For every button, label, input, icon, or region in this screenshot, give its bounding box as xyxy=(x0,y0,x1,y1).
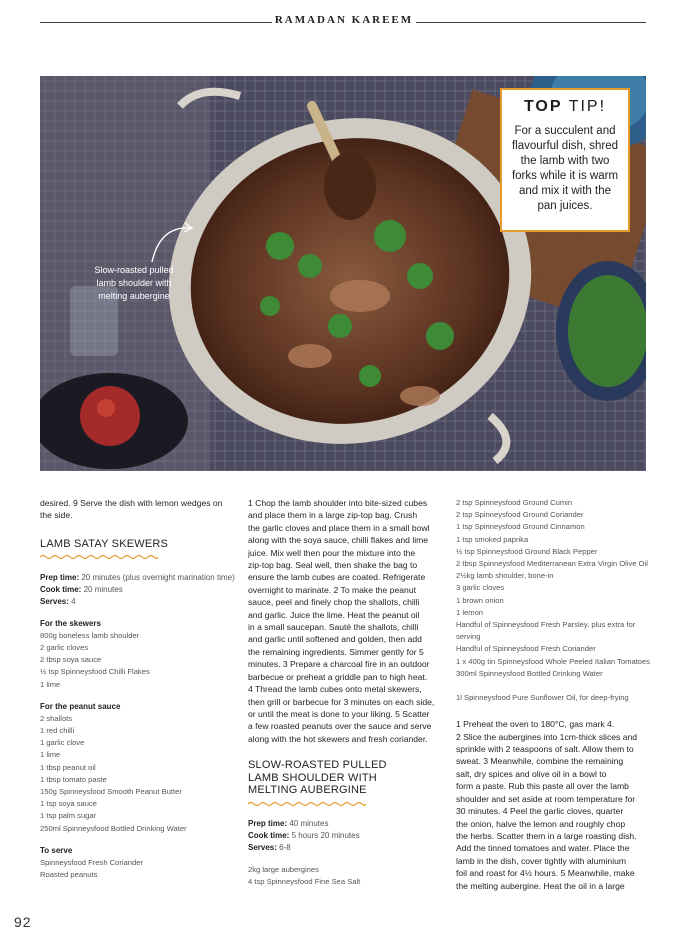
ingredient-item: 1 red chilli xyxy=(40,725,75,735)
title-line: MELTING AUBERGINE xyxy=(248,784,367,797)
text-line: overnight to marinate. 2 To make the peanut xyxy=(248,584,417,595)
text-line: desired. 9 Serve the dish with lemon wedges on xyxy=(40,498,223,508)
ingredient-item: 1 lemon xyxy=(456,607,484,617)
ingredient-item: 1 x 400g tin Spinneysfood Whole Peeled Italian Tomatoes xyxy=(456,656,651,666)
skewers-ingredients xyxy=(40,630,235,691)
ingredient-item: 1 brown onion xyxy=(456,595,504,605)
header-rule-right xyxy=(416,22,646,23)
meta-value: 20 minutes xyxy=(81,584,123,594)
ingredient-item: 2 tsp Spinneysfood Ground Coriander xyxy=(456,510,584,520)
ingredient-item: 2 tbsp soya sauce xyxy=(40,655,102,665)
meta-value: 40 minutes xyxy=(287,819,329,829)
ingredient-item: Spinneysfood Fresh Coriander xyxy=(40,857,143,867)
lamb-ingredient-oil: 1l Spinneysfood Pure Sunflower Oil, for deep-frying xyxy=(456,693,629,703)
top-tip-line: flavourful dish, shred xyxy=(511,140,619,152)
recipe-title-satay: LAMB SATAY SKEWERS xyxy=(40,537,169,550)
wavy-divider xyxy=(40,554,158,560)
text-line: zip-top bag. Seal well, then shake the bag to xyxy=(248,560,418,571)
ingredient-item: 2kg large aubergines xyxy=(248,865,319,875)
meta-label: Prep time: xyxy=(248,819,288,829)
intro-text xyxy=(40,497,235,522)
title-line: SLOW-ROASTED PULLED xyxy=(248,759,387,772)
meta-row xyxy=(40,572,235,584)
text-line: form a paste. Rub this paste all over the lamb xyxy=(456,781,629,792)
sauce-ingredients xyxy=(40,713,235,835)
ingredient-item: 1 tsp Spinneysfood Ground Cinnamon xyxy=(456,522,585,532)
top-tip-box xyxy=(500,88,630,232)
ingredient-item: 1 tbsp tomato paste xyxy=(40,774,107,784)
meta-row xyxy=(248,842,444,854)
skewers-heading: For the skewers xyxy=(40,618,101,628)
text-line: sauce, peel and finely chop the shallots, chilli xyxy=(248,597,420,608)
caption-line: Slow-roasted pulled xyxy=(94,265,174,275)
text-line: 4 Thread the lamb cubes onto metal skewers, xyxy=(248,684,422,695)
ingredient-item: ½ tsp Spinneysfood Ground Black Pepper xyxy=(456,546,598,556)
text-line: barbecue or preheat a griddle pan to high heat. xyxy=(248,671,428,682)
text-line: and garlic. Juice the lime. Heat the peanut oil xyxy=(248,609,420,620)
ingredient-item: 300ml Spinneysfood Bottled Drinking Water xyxy=(456,668,603,678)
meta-value: 20 minutes (plus overnight marination time) xyxy=(79,572,235,582)
ingredient-item: 1 lime xyxy=(40,679,61,689)
meta-row xyxy=(40,596,235,608)
header-rule-left xyxy=(40,22,272,23)
meta-label: Cook time: xyxy=(40,584,82,594)
text-line: and garlic until softened and golden, then add xyxy=(248,634,422,645)
text-line: then grill or barbecue for 3 minutes on each side, xyxy=(248,696,435,707)
ingredient-item: 2½kg lamb shoulder, bone-in xyxy=(456,571,554,581)
ingredient-item: 2 garlic cloves xyxy=(40,642,89,652)
ingredient-item: Roasted peanuts xyxy=(40,869,98,879)
ingredient-item: 2 tbsp Spinneysfood Mediterranean Extra Virgin Olive Oil xyxy=(456,559,648,569)
ingredient-item: Handful of Spinneysfood Fresh Coriander xyxy=(456,644,596,654)
ingredient-item: 1 tsp palm sugar xyxy=(40,811,97,821)
text-line: salt, dry spices and olive oil in a bowl to xyxy=(456,768,607,779)
ingredient-item: 2 tsp Spinneysfood Ground Cumin xyxy=(456,498,573,507)
meta-row xyxy=(248,818,444,830)
recipe-title-lamb xyxy=(248,759,444,797)
text-line: the remaining ingredients. Simmer gently for 5 xyxy=(248,646,424,657)
text-line: along with the hot skewers and fresh coriander. xyxy=(248,733,428,744)
meta-label: Serves: xyxy=(248,843,277,853)
top-tip-title: TOP TIP! xyxy=(523,98,607,115)
text-line: the side. xyxy=(40,510,73,521)
text-line: ensure the lamb cubes are coated. Refrigerate xyxy=(248,572,426,583)
text-line: a few roasted peanuts over the sauce and serve xyxy=(248,721,432,732)
meta-value: 5 hours 20 minutes xyxy=(289,831,360,841)
lamb-method xyxy=(456,718,652,892)
text-line: and place them in a large zip-top bag. Crush xyxy=(248,510,418,521)
meta-value: 6-8 xyxy=(276,843,291,853)
text-line: the onion, halve the lemon and roughly chop xyxy=(456,818,626,829)
lamb-ingredients-cont xyxy=(456,497,652,680)
ingredient-item: 150g Spinneysfood Smooth Peanut Butter xyxy=(40,786,182,796)
ingredient-item: 1 lime xyxy=(40,750,61,760)
top-tip-line: pan juices. xyxy=(537,200,593,212)
text-line: 30 minutes. 4 Peel the garlic cloves, quarter xyxy=(456,806,624,817)
serve-ingredients xyxy=(40,857,235,881)
meta-value: 4 xyxy=(68,596,76,606)
text-line: the garlic cloves and place them in a small bowl xyxy=(248,522,430,533)
top-tip-body xyxy=(502,124,628,214)
text-line: the herbs. Scatter them in a large roasting dish. xyxy=(456,830,637,841)
photo-caption xyxy=(74,264,194,303)
page-header-title: RAMADAN KAREEM xyxy=(274,14,414,26)
sauce-heading: For the peanut sauce xyxy=(40,701,121,711)
meta-label: Cook time: xyxy=(248,831,290,841)
text-line: shoulder and set aside at room temperature for xyxy=(456,793,636,804)
serve-heading: To serve xyxy=(40,845,73,855)
caption-line: lamb shoulder with xyxy=(96,278,172,288)
ingredient-item: 1 garlic clove xyxy=(40,738,85,748)
text-line: lamb in the dish, cover tightly with aluminium xyxy=(456,855,627,866)
text-line: foil and roast for 4½ hours. 5 Meanwhile, make xyxy=(456,868,635,879)
satay-method xyxy=(248,497,444,745)
meta-label: Serves: xyxy=(40,596,69,606)
lamb-ingredients-start xyxy=(248,864,444,888)
text-line: 2 Slice the aubergines into 1cm-thick slices and xyxy=(456,731,638,742)
text-line: 1 Preheat the oven to 180°C, gas mark 4. xyxy=(456,719,615,730)
title-line: LAMB SHOULDER WITH xyxy=(248,771,377,784)
top-tip-line: For a succulent and xyxy=(514,125,616,137)
text-line: minutes. 3 Prepare a charcoal fire in an outdoor xyxy=(248,659,430,670)
text-line: Add the tinned tomatoes and water. Place the xyxy=(456,843,630,854)
ingredient-item: Handful of Spinneysfood Fresh Parsley, plus extra for serving xyxy=(456,620,636,642)
column-2 xyxy=(248,497,444,888)
ingredient-item: 1 tbsp peanut oil xyxy=(40,762,96,772)
text-line: or until the meat is done to your liking. 5 Scatter xyxy=(248,708,430,719)
text-line: in a small saucepan. Sauté the shallots, chilli xyxy=(248,622,419,633)
ingredient-item: 800g boneless lamb shoulder xyxy=(40,630,140,640)
meta-row xyxy=(248,830,444,842)
text-line: the melting aubergine. Heat the oil in a large xyxy=(456,880,625,891)
top-tip-line: and mix it with the xyxy=(518,185,612,197)
wavy-divider xyxy=(248,801,366,807)
ingredient-item: 3 garlic cloves xyxy=(456,583,505,593)
column-3 xyxy=(456,497,652,892)
meta-label: Prep time: xyxy=(40,572,80,582)
text-line: along with the soya sauce, chilli flakes and lime xyxy=(248,535,429,546)
page-number: 92 xyxy=(14,914,32,930)
ingredient-item: 4 tsp Spinneysfood Fine Sea Salt xyxy=(248,877,361,887)
text-line: sweat. 3 Meanwhile, combine the remaining xyxy=(456,756,624,767)
satay-meta xyxy=(40,572,235,608)
lamb-meta xyxy=(248,818,444,854)
ingredient-item: 2 shallots xyxy=(40,713,73,723)
ingredient-item: 1 tsp soya sauce xyxy=(40,799,97,809)
caption-line: melting aubergine xyxy=(98,291,170,301)
ingredient-item: 250ml Spinneysfood Bottled Drinking Water xyxy=(40,823,187,833)
column-1 xyxy=(40,497,235,881)
top-tip-line: forks while it is warm xyxy=(511,170,619,182)
text-line: sprinkle with 2 teaspoons of salt. Allow them to xyxy=(456,744,634,755)
ingredient-item: ½ tsp Spinneysfood Chilli Flakes xyxy=(40,667,150,677)
text-line: juice. Mix well then pour the mixture into the xyxy=(248,547,416,558)
text-line: 1 Chop the lamb shoulder into bite-sized cubes xyxy=(248,498,428,508)
top-tip-line: the lamb with two xyxy=(520,155,610,167)
ingredient-item: 1 tsp smoked paprika xyxy=(456,534,529,544)
meta-row xyxy=(40,584,235,596)
